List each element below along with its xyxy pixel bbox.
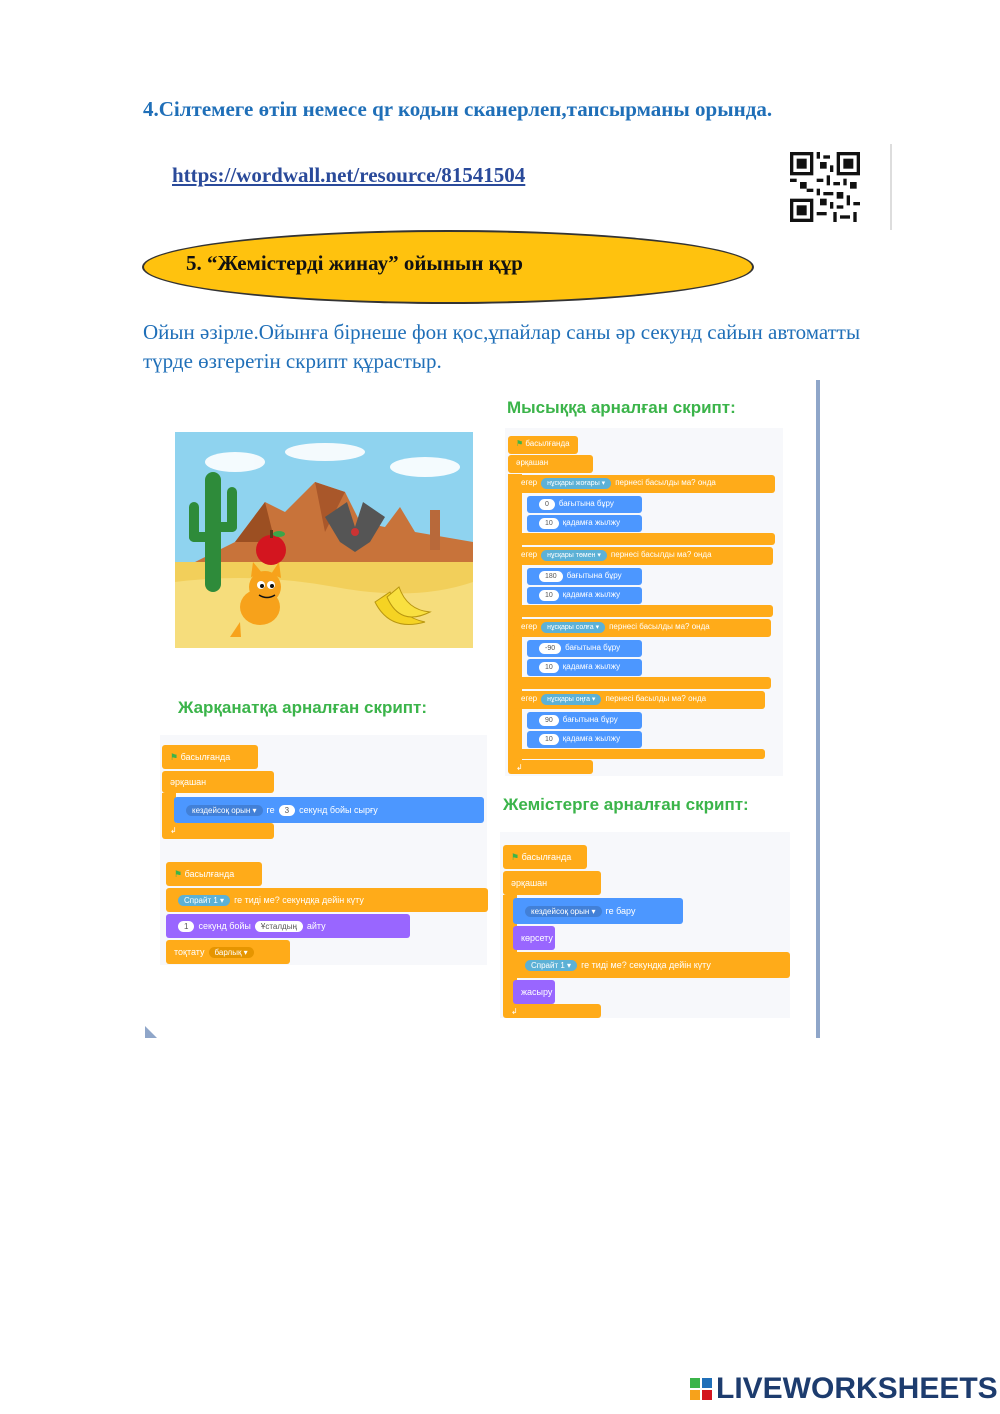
fruit-hide-block: жасыру	[513, 980, 555, 1004]
bat-forever-end: ↲	[162, 823, 274, 839]
task5-description: Ойын әзірле.Ойынға бірнеше фон қос,ұпайлар саны әр секунд сайын автоматты түрде өзгеретін скрипт құрастыр.	[143, 320, 861, 373]
bat-when-flag-block: ⚑ басылғанда	[162, 745, 258, 769]
cat-if-right-block: егер нұсқары оңға ▾ пернесі басылды ма? онда	[513, 691, 765, 709]
cat-if-down-block: егер нұсқары төмен ▾ пернесі басылды ма? онда	[513, 547, 773, 565]
cat-point-dir-180-block: 180 бағытына бұру	[527, 568, 642, 585]
fruit-forever-block: әрқашан	[503, 871, 601, 895]
cat-move-steps-block: 10 қадамға жылжу	[527, 515, 642, 532]
green-flag-icon: ⚑	[516, 439, 524, 448]
green-flag-icon: ⚑	[511, 852, 520, 862]
cat-if-down-end	[513, 605, 773, 617]
fruit-script-heading: Жемістерге арналған скрипт:	[503, 795, 749, 814]
cat-move-steps-block: 10 қадамға жылжу	[527, 659, 642, 676]
cat-move-steps-block: 10 қадамға жылжу	[527, 587, 642, 604]
game-scene-image	[175, 432, 473, 648]
fruit-show-block: көрсету	[513, 926, 555, 950]
cat-if-right-end	[513, 749, 765, 759]
cat-if-left-block: егер нұсқары солға ▾ пернесі басылды ма? онда	[513, 619, 771, 637]
bat-wait-until-block: Спрайт 1 ▾ ге тиді ме? секундқа дейін күту	[166, 888, 488, 912]
qr-edge-divider	[890, 144, 892, 230]
bat-glide-block: кездейсоқ орын ▾ ге 3 секунд бойы сырғу	[174, 797, 484, 823]
qr-code-icon[interactable]	[790, 152, 860, 222]
task4-heading: 4.Сілтемеге өтіп немесе qr кодын сканерлеп,тапсырманы орында.	[143, 97, 773, 121]
cat-forever-end: ↲	[508, 760, 593, 774]
panel-corner	[145, 1026, 157, 1038]
cat-point-dir-minus90-block: -90 бағытына бұру	[527, 640, 642, 657]
fruit-when-flag-block: ⚑ басылғанда	[503, 845, 587, 869]
fruit-forever-end: ↲	[503, 1004, 601, 1018]
cat-if-up-end	[513, 533, 775, 545]
panel-right-border	[816, 380, 820, 1038]
fruit-wait-until-block: Спрайт 1 ▾ ге тиді ме? секундқа дейін күту	[513, 952, 790, 978]
cat-forever-block: әрқашан	[508, 455, 593, 473]
bat-forever-block: әрқашан	[162, 771, 274, 793]
liveworksheets-logo-icon	[690, 1378, 712, 1400]
bat-say-block: 1 секунд бойы Ұсталдың айту	[166, 914, 410, 938]
task5-title: 5. “Жемістерді жинау” ойынын құр	[186, 251, 523, 275]
cat-move-steps-block: 10 қадамға жылжу	[527, 731, 642, 748]
cat-point-dir-0-block: 0 бағытына бұру	[527, 496, 642, 513]
bat-when-flag2-block: ⚑ басылғанда	[166, 862, 262, 886]
green-flag-icon: ⚑	[174, 869, 183, 879]
bat-script-heading: Жарқанатқа арналған скрипт:	[178, 698, 428, 717]
cat-if-left-end	[513, 677, 771, 689]
cat-script-heading: Мысыққа арналған скрипт:	[507, 398, 736, 417]
liveworksheets-brand: LIVEWORKSHEETS	[716, 1372, 998, 1405]
cat-when-flag-block: ⚑ басылғанда	[508, 436, 578, 454]
green-flag-icon: ⚑	[170, 752, 179, 762]
cat-point-dir-90-block: 90 бағытына бұру	[527, 712, 642, 729]
bat-stop-block: тоқтату барлық ▾	[166, 940, 290, 964]
fruit-goto-block: кездейсоқ орын ▾ ге бару	[513, 898, 683, 924]
cat-if-up-block: егер нұсқары жоғары ▾ пернесі басылды ма? онда	[513, 475, 775, 493]
wordwall-link[interactable]: https://wordwall.net/resource/81541504	[172, 163, 526, 187]
